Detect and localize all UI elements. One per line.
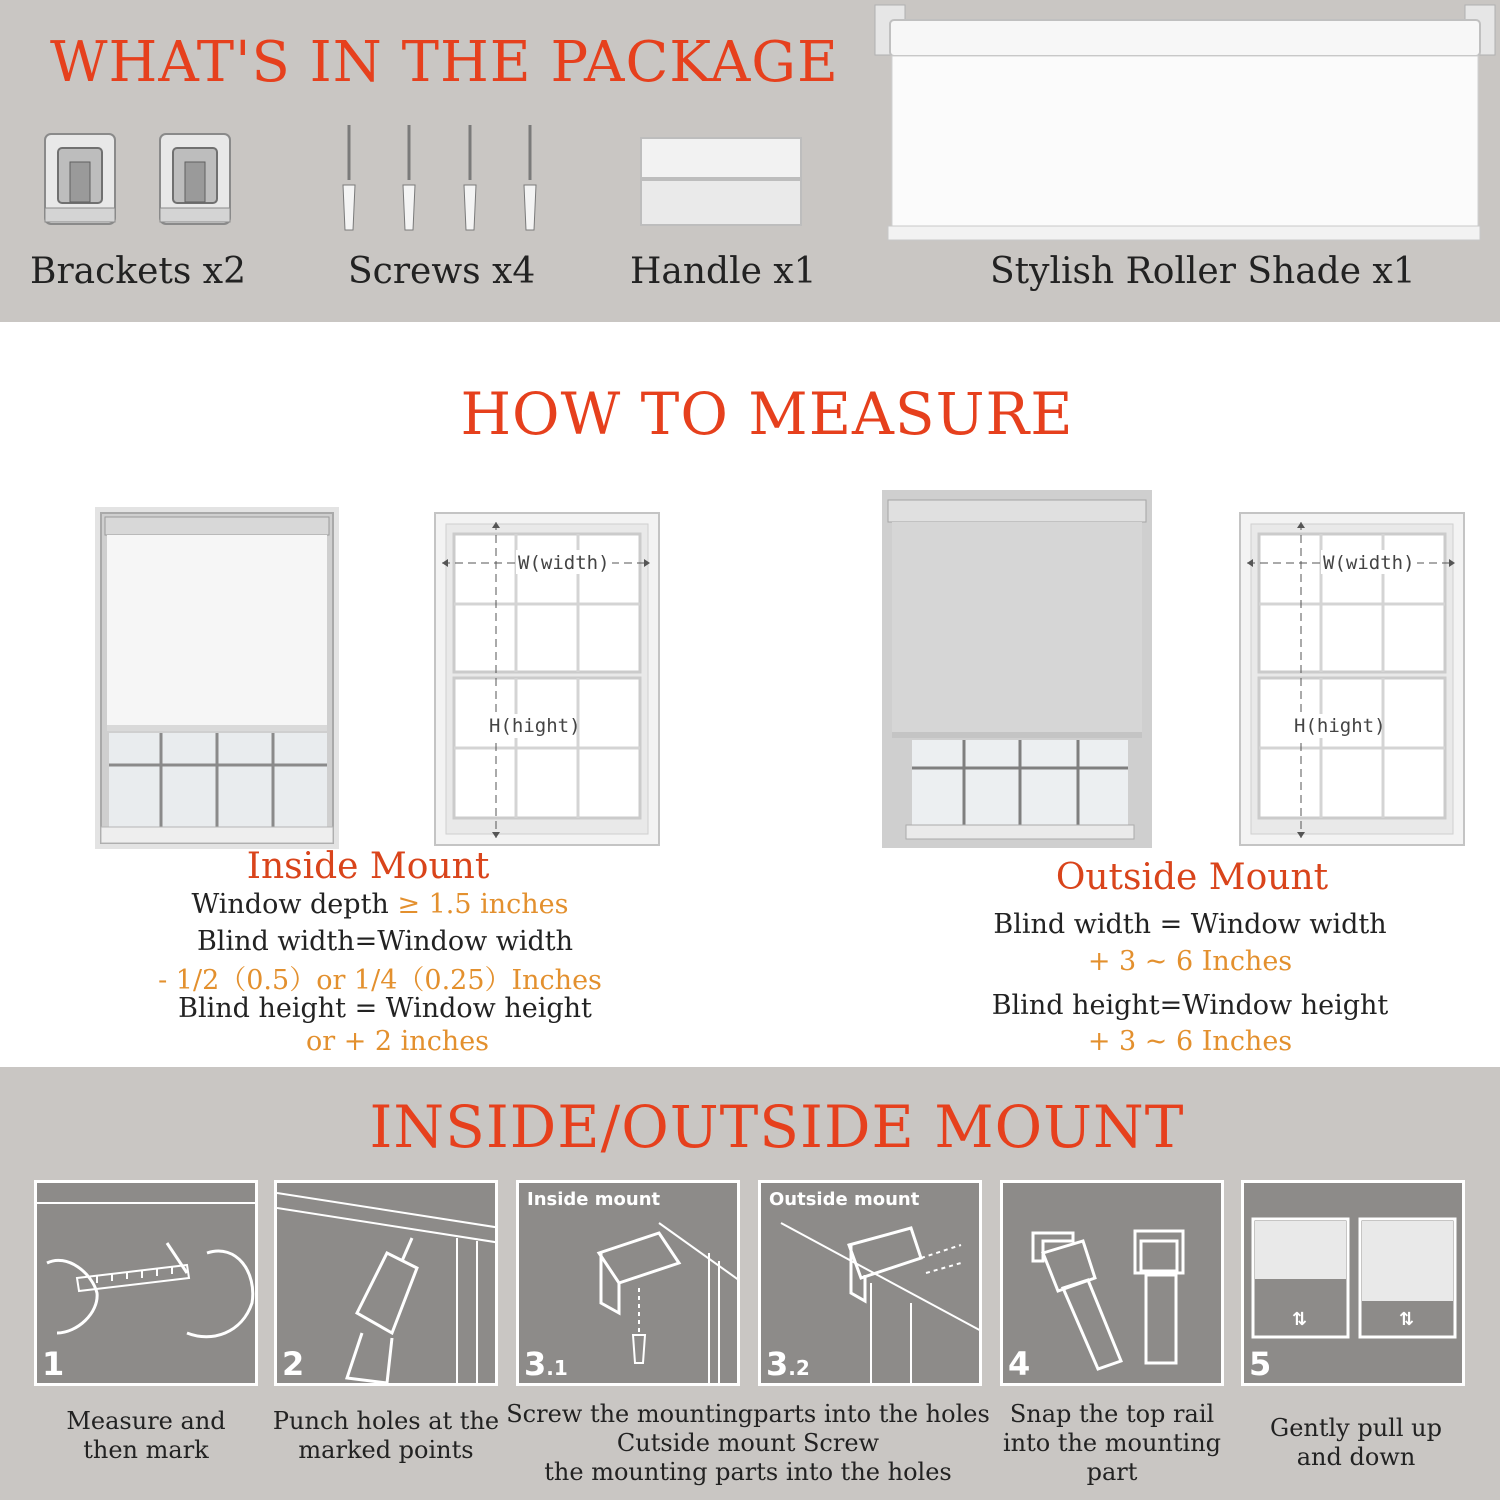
inside-height-label: H(hight) <box>489 715 581 737</box>
inside-line-1 <box>160 889 600 920</box>
measure-title: HOW TO MEASURE <box>460 380 1074 448</box>
outside-line-2: + 3 ~ 6 Inches <box>1087 946 1293 977</box>
inside-width-label: W(width) <box>518 552 610 574</box>
step-1-caption: Measure and then mark <box>66 1407 226 1464</box>
brackets-image <box>40 128 240 233</box>
inside-mount-photo <box>95 507 339 849</box>
step-3-2-panel <box>758 1180 982 1386</box>
inside-line-2: Blind width=Window width <box>196 926 574 957</box>
outside-line-3: Blind height=Window height <box>991 990 1389 1021</box>
package-title: WHAT'S IN THE PACKAGE <box>50 30 839 95</box>
step-3-2-number: 3.2 <box>766 1345 810 1383</box>
step-1-panel <box>34 1180 258 1386</box>
svg-text:⇅: ⇅ <box>1399 1309 1415 1330</box>
screws-image <box>335 120 550 235</box>
step-3-1-panel <box>516 1180 740 1386</box>
outside-height-label: H(hight) <box>1294 715 1386 737</box>
step-2-number: 2 <box>282 1345 305 1383</box>
roller-shade-label: Stylish Roller Shade x1 <box>990 251 1416 292</box>
screws-label: Screws x4 <box>348 251 536 292</box>
step-4-panel <box>1000 1180 1224 1386</box>
inside-mount-title: Inside Mount <box>246 846 490 887</box>
step-5-caption: Gently pull up and down <box>1270 1414 1442 1471</box>
outside-window-diagram <box>1239 512 1465 846</box>
handle-label: Handle x1 <box>630 251 817 292</box>
step-5-panel <box>1241 1180 1465 1386</box>
inside-window-diagram <box>434 512 660 846</box>
step-1-number: 1 <box>42 1345 65 1383</box>
inside-depth-label: Window depth <box>191 889 398 920</box>
pull-shade-illustration <box>1244 1183 1465 1386</box>
outside-line-1: Blind width = Window width <box>993 909 1387 940</box>
step-2-panel <box>274 1180 498 1386</box>
inside-depth-value: ≥ 1.5 inches <box>397 889 569 920</box>
measure-hands-illustration <box>37 1183 258 1386</box>
step-5-number: 5 <box>1249 1345 1272 1383</box>
roller-shade-image <box>870 2 1500 246</box>
step-3-caption: Screw the mountingparts into the holes Cutside mount Screw the mounting parts into the holes <box>506 1400 990 1486</box>
install-title: INSIDE/OUTSIDE MOUNT <box>369 1093 1185 1161</box>
step-3-2-heading: Outside mount <box>769 1189 920 1210</box>
step-2-caption: Punch holes at the marked points <box>272 1407 500 1464</box>
svg-text:⇅: ⇅ <box>1292 1309 1308 1330</box>
inside-line-3: - 1/2（0.5）or 1/4（0.25）Inches <box>158 965 602 996</box>
drill-illustration <box>277 1183 498 1386</box>
inside-line-4: Blind height = Window height <box>178 993 592 1024</box>
brackets-label: Brackets x2 <box>30 251 246 292</box>
step-3-1-number: 3.1 <box>524 1345 568 1383</box>
outside-width-label: W(width) <box>1323 552 1415 574</box>
outside-line-4: + 3 ~ 6 Inches <box>1087 1026 1293 1057</box>
step-3-1-heading: Inside mount <box>527 1189 661 1210</box>
snap-rail-illustration <box>1003 1183 1224 1386</box>
step-4-number: 4 <box>1008 1345 1031 1383</box>
outside-mount-photo <box>882 490 1152 848</box>
handle-image <box>638 135 804 230</box>
outside-mount-title: Outside Mount <box>1055 857 1329 898</box>
inside-line-5: or + 2 inches <box>305 1026 490 1057</box>
step-4-caption: Snap the top rail into the mounting part <box>1002 1400 1222 1486</box>
